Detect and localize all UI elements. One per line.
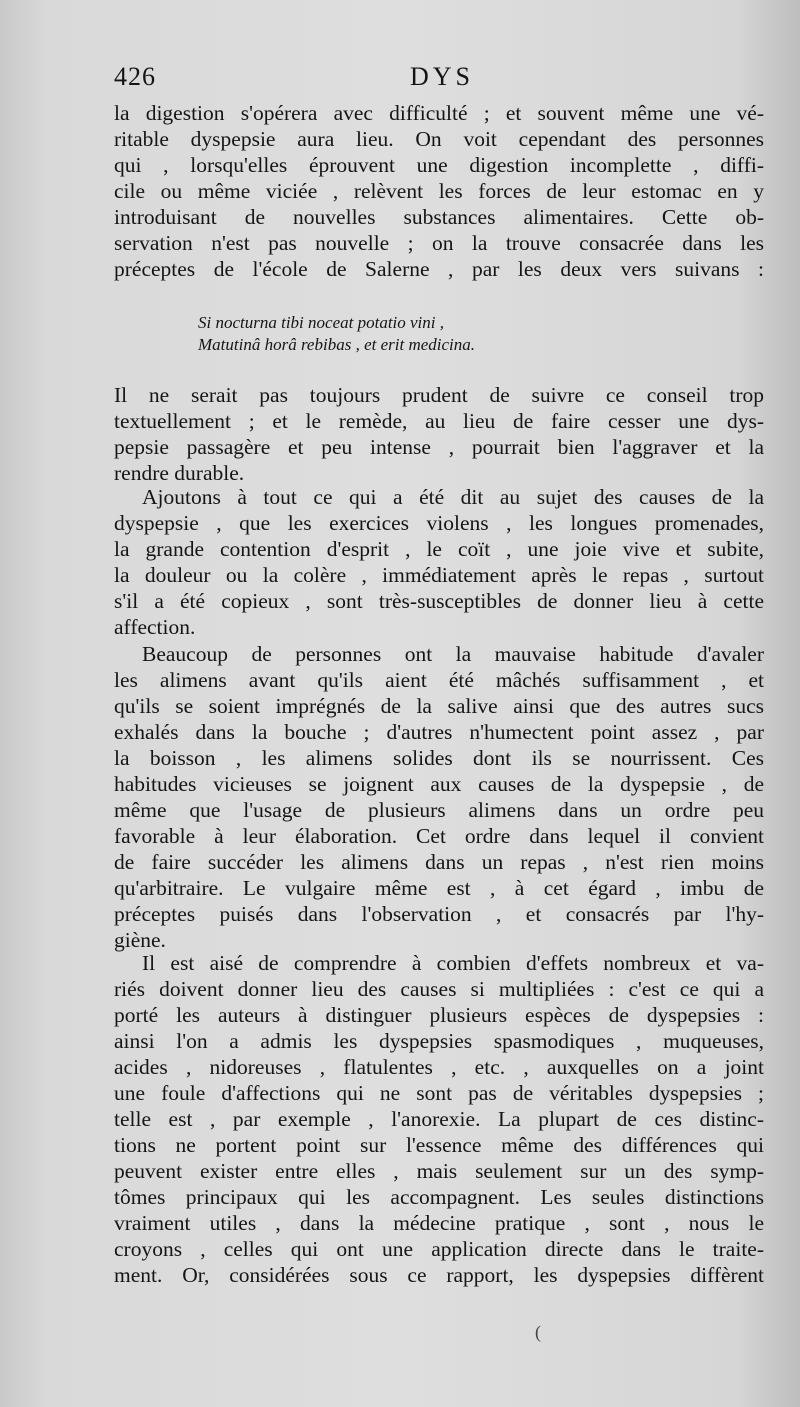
text-line: de faire succéder les alimens dans un repas , n'est rien moins — [114, 850, 764, 874]
text-line: ainsi l'on a admis les dyspepsies spasmodiques , muqueuses, — [114, 1029, 764, 1053]
text-line: s'il a été copieux , sont très-susceptibles de donner lieu à cette — [114, 589, 764, 613]
text-line: rendre durable. — [114, 461, 245, 485]
footer-mark: ( — [535, 1322, 541, 1342]
text-line: peuvent exister entre elles , mais seulement sur un des symp- — [114, 1159, 764, 1183]
paragraph-5 — [114, 950, 764, 1288]
text-line: même que l'usage de plusieurs alimens dans un ordre peu — [114, 798, 764, 822]
text-line: giène. — [114, 928, 166, 952]
text-line: exhalés dans la bouche ; d'autres n'humectent point assez , par — [114, 720, 764, 744]
text-line: Il ne serait pas toujours prudent de suivre ce conseil trop — [114, 383, 764, 407]
running-head: DYS — [410, 62, 475, 91]
page-number: 426 — [114, 62, 156, 91]
text-line: ritable dyspepsie aura lieu. On voit cependant des personnes — [114, 127, 764, 151]
page-header — [114, 62, 760, 98]
paragraph-4 — [114, 641, 764, 953]
text-line: les alimens avant qu'ils aient été mâchés suffisamment , et — [114, 668, 764, 692]
text-line: la douleur ou la colère , immédiatement après le repas , surtout — [114, 563, 764, 587]
text-line: la boisson , les alimens solides dont ils se nourrissent. Ces — [114, 746, 764, 770]
paragraph-1 — [114, 100, 764, 282]
verse-line: Matutinâ horâ rebibas , et erit medicina. — [198, 335, 476, 354]
text-line: acides , nidoreuses , flatulentes , etc. , auxquelles on a joint — [114, 1055, 764, 1079]
text-line: Il est aisé de comprendre à combien d'effets nombreux et va- — [142, 951, 764, 975]
text-line: textuellement ; et le remède, au lieu de faire cesser une dys- — [114, 409, 764, 433]
text-line: Ajoutons à tout ce qui a été dit au sujet des causes de la — [142, 485, 764, 509]
latin-verse — [198, 312, 475, 356]
text-line: cile ou même viciée , relèvent les forces de leur estomac en y — [114, 179, 764, 203]
paragraph-2 — [114, 382, 764, 486]
text-line: favorable à leur élaboration. Cet ordre dans lequel il convient — [114, 824, 764, 848]
text-line: qu'ils se soient imprégnés de la salive ainsi que des autres sucs — [114, 694, 764, 718]
text-line: la digestion s'opérera avec difficulté ; et souvent même une vé- — [114, 101, 764, 125]
text-line: croyons , celles qui ont une application directe dans le traite- — [114, 1237, 764, 1261]
paragraph-3 — [114, 484, 764, 640]
text-line: qui , lorsqu'elles éprouvent une digestion incomplette , diffi- — [114, 153, 764, 177]
text-line: tions ne portent point sur l'essence même des différences qui — [114, 1133, 764, 1157]
text-line: habitudes vicieuses se joignent aux causes de la dyspepsie , de — [114, 772, 764, 796]
text-line: tômes principaux qui les accompagnent. Les seules distinctions — [114, 1185, 764, 1209]
text-line: dyspepsie , que les exercices violens , les longues promenades, — [114, 511, 764, 535]
text-line: une foule d'affections qui ne sont pas de véritables dyspepsies ; — [114, 1081, 764, 1105]
text-line: ment. Or, considérées sous ce rapport, les dyspepsies diffèrent — [114, 1263, 764, 1287]
text-line: porté les auteurs à distinguer plusieurs espèces de dyspepsies : — [114, 1003, 764, 1027]
text-line: servation n'est pas nouvelle ; on la trouve consacrée dans les — [114, 231, 764, 255]
verse-line: Si nocturna tibi noceat potatio vini , — [198, 313, 445, 332]
text-line: préceptes puisés dans l'observation , et consacrés par l'hy- — [114, 902, 764, 926]
text-line: introduisant de nouvelles substances alimentaires. Cette ob- — [114, 205, 764, 229]
text-line: riés doivent donner lieu des causes si multipliées : c'est ce qui a — [114, 977, 764, 1001]
text-line: affection. — [114, 615, 196, 639]
text-line: la grande contention d'esprit , le coït , une joie vive et subite, — [114, 537, 764, 561]
text-line: préceptes de l'école de Salerne , par les deux vers suivans : — [114, 257, 764, 281]
text-line: Beaucoup de personnes ont la mauvaise habitude d'avaler — [142, 642, 764, 666]
text-line: pepsie passagère et peu intense , pourrait bien l'aggraver et la — [114, 435, 764, 459]
text-line: qu'arbitraire. Le vulgaire même est , à cet égard , imbu de — [114, 876, 764, 900]
text-line: vraiment utiles , dans la médecine pratique , sont , nous le — [114, 1211, 764, 1235]
text-line: telle est , par exemple , l'anorexie. La plupart de ces distinc- — [114, 1107, 764, 1131]
